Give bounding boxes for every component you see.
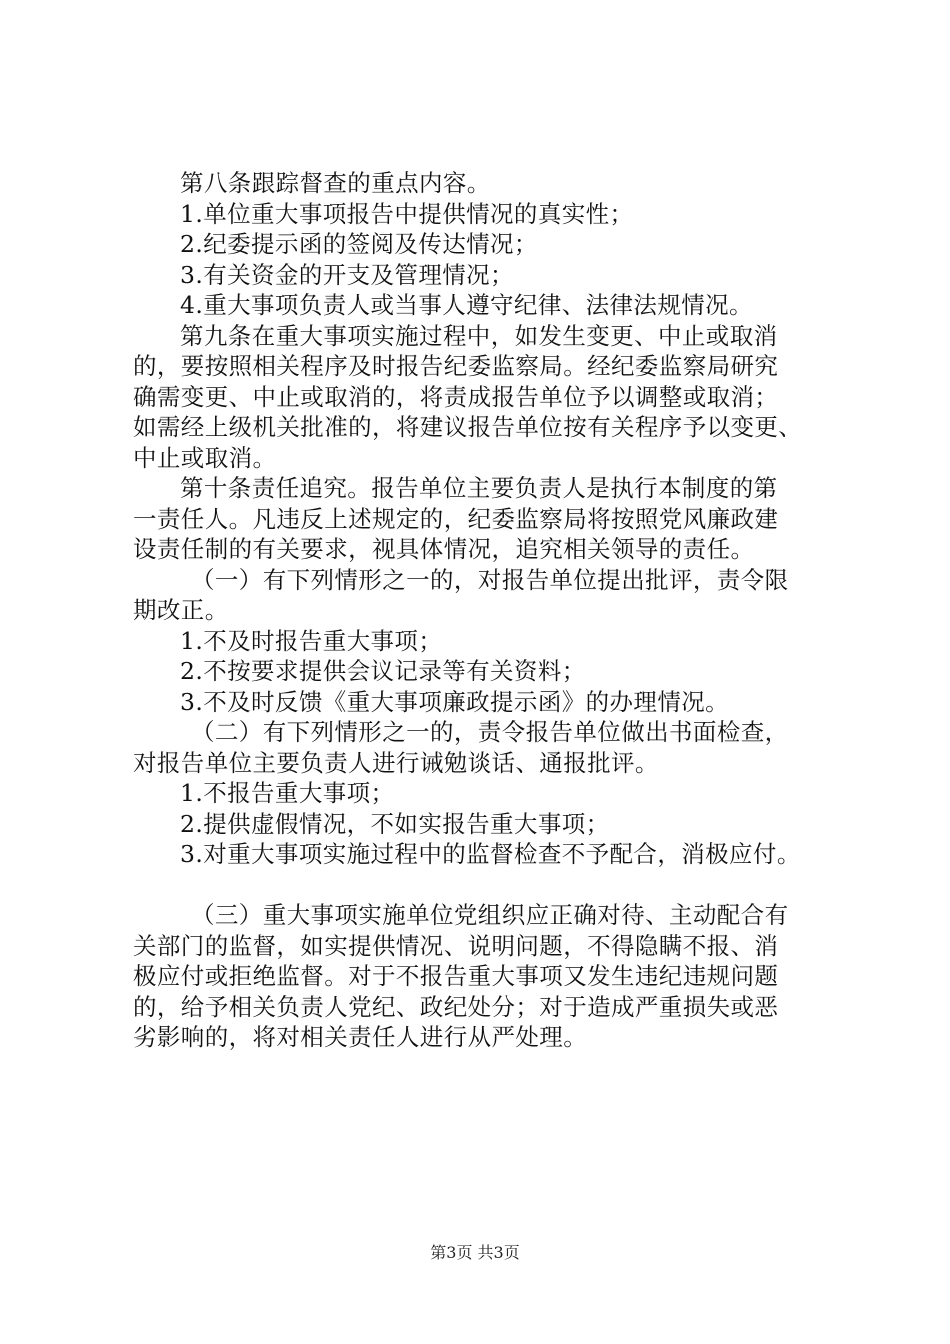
text-line: 第九条在重大事项实施过程中，如发生变更、中止或取消 — [180, 321, 778, 350]
text-line: 一责任人。凡违反上述规定的，纪委监察局将按照党风廉政建 — [133, 504, 779, 533]
text-line: 劣影响的，将对相关责任人进行从严处理。 — [133, 1023, 588, 1051]
document-body — [133, 168, 833, 1053]
text-line: 的，要按照相关程序及时报告纪委监察局。经纪委监察局研究 — [133, 352, 779, 380]
text-line: 如需经上级机关批准的，将建议报告单位按有关程序予以变更、 — [133, 413, 803, 441]
text-line: 第八条跟踪督查的重点内容。 — [180, 169, 491, 197]
text-line: 3.对重大事项实施过程中的监督检查不予配合，消极应付。 — [180, 840, 801, 868]
text-line: 期改正。 — [133, 596, 229, 624]
text-line: 极应付或拒绝监督。对于不报告重大事项又发生违纪违规问题 — [133, 962, 779, 990]
text-line: 3.不及时反馈《重大事项廉政提示函》的办理情况。 — [180, 687, 730, 716]
text-line: 对报告单位主要负责人进行诫勉谈话、通报批评。 — [133, 748, 659, 777]
text-line: 1.不报告重大事项； — [180, 779, 395, 807]
text-line: 中止或取消。 — [133, 443, 277, 472]
text-line: （三）重大事项实施单位党组织应正确对待、主动配合有 — [191, 901, 789, 929]
text-line: 确需变更、中止或取消的，将责成报告单位予以调整或取消； — [133, 382, 779, 411]
text-line: 4.重大事项负责人或当事人遵守纪律、法律法规情况。 — [180, 291, 753, 319]
text-line: 3.有关资金的开支及管理情况； — [180, 260, 514, 289]
text-line: 关部门的监督，如实提供情况、说明问题，不得隐瞒不报、消 — [133, 931, 779, 960]
text-line: 2.纪委提示函的签阅及传达情况； — [180, 230, 538, 258]
text-line: 2.不按要求提供会议记录等有关资料； — [180, 657, 586, 685]
page-footer: 第3页 共3页 — [430, 1243, 520, 1262]
text-line: 第十条责任追究。报告单位主要负责人是执行本制度的第 — [180, 474, 778, 502]
text-line: （二）有下列情形之一的，责令报告单位做出书面检查， — [191, 718, 789, 746]
text-line: 2.提供虚假情况，不如实报告重大事项； — [180, 809, 610, 838]
text-line: 的，给予相关负责人党纪、政纪处分；对于造成严重损失或恶 — [133, 992, 779, 1021]
text-line: （一）有下列情形之一的，对报告单位提出批评，责令限 — [191, 565, 789, 594]
text-line: 1.不及时报告重大事项； — [180, 626, 443, 655]
text-line: 1.单位重大事项报告中提供情况的真实性； — [180, 199, 634, 228]
text-line: 设责任制的有关要求，视具体情况，追究相关领导的责任。 — [133, 535, 755, 563]
blank-line — [133, 870, 833, 901]
